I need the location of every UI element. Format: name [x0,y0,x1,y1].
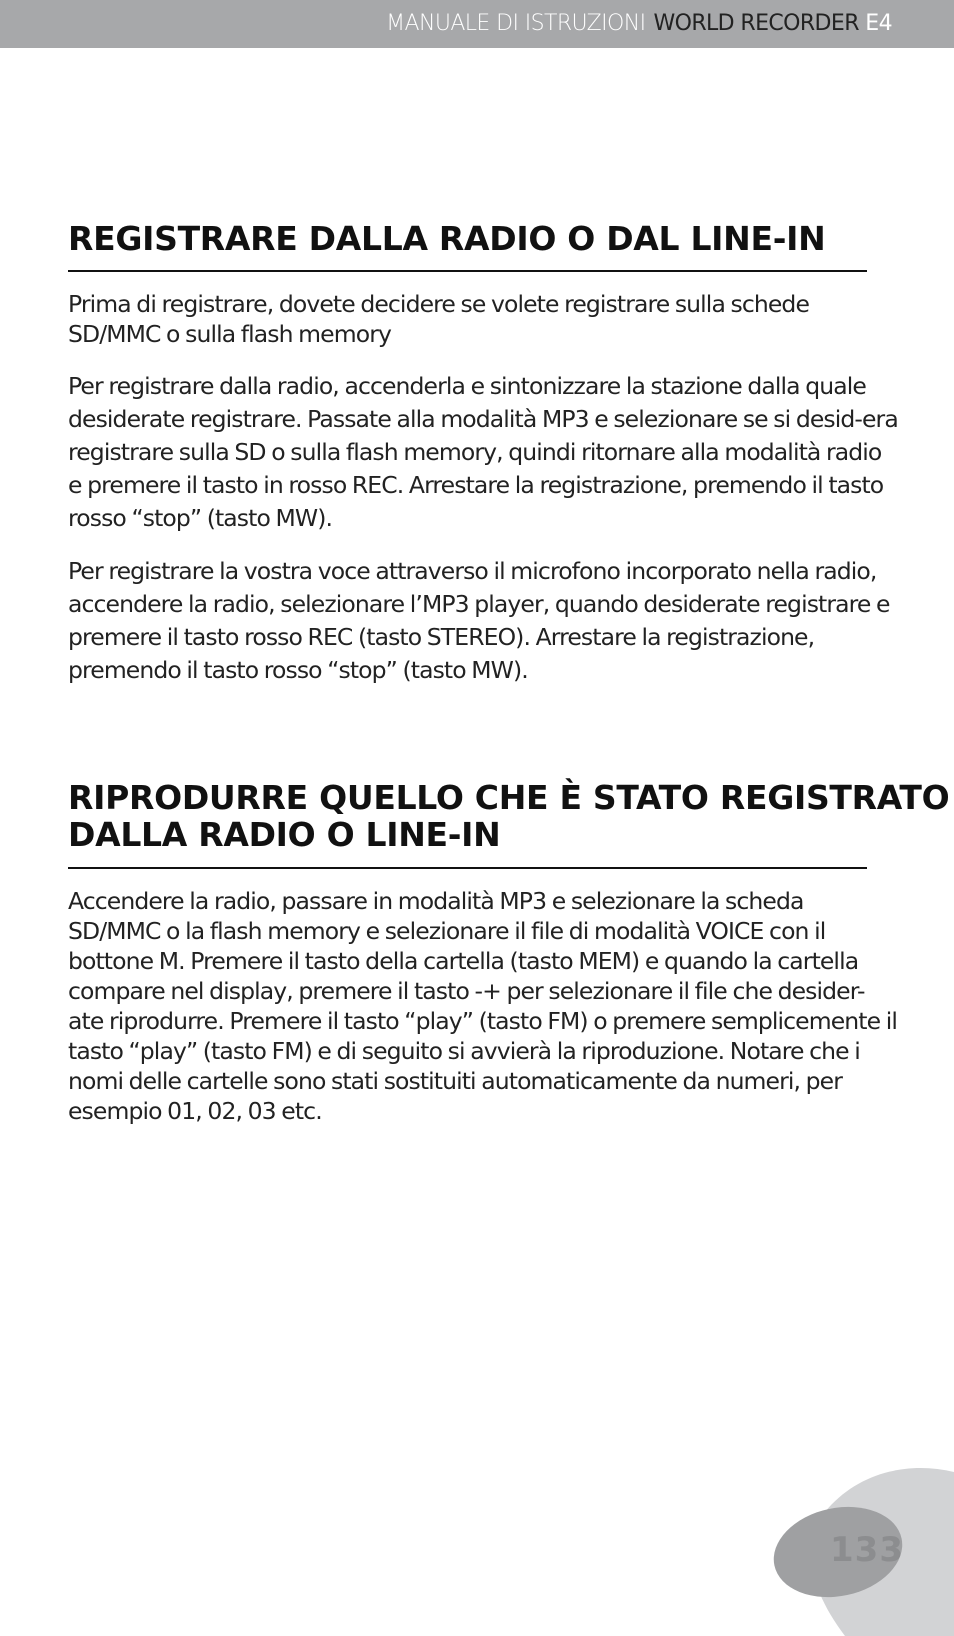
paragraph: Prima di registrare, dovete decidere se volete registrare sulla schede SD/MMC o sulla flash memory [68,290,809,348]
page-number: 133 [830,1530,904,1570]
header-product-label: WORLD RECORDER [653,11,859,36]
section-title-line: RIPRODURRE QUELLO CHE È STATO REGISTRATO [68,778,950,817]
paragraph: Per registrare dalla radio, accenderla e sintonizzare la stazione dalla quale desiderate registrare. Passate alla modalità MP3 e selezionare se si desid-era registrare sulla SD o sulla flash memory, quindi ritornare alla modalità radio e premere il tasto in rosso REC. Arrestare la registrazione, premendo il tasto rosso “stop” (tasto MW). [68,372,898,532]
section-title-line: DALLA RADIO O LINE-IN [68,815,501,854]
header-model-label: E4 [865,11,892,36]
section-title-line: REGISTRARE DALLA RADIO O DAL LINE-IN [68,219,826,258]
header-manual-label: MANUALE DI ISTRUZIONI [386,11,646,36]
paragraph: Accendere la radio, passare in modalità MP3 e selezionare la scheda SD/MMC o la flash memory e selezionare il file di modalità VOICE con il bottone M. Premere il tasto della cartella (tasto MEM) e quando la cartella compare nel display, premere il tasto -+ per selezionare il file che desider-ate riprodurre. Premere il tasto “play” (tasto FM) o premere semplicemente il tasto “play” (tasto FM) e di seguito si avvierà la riproduzione. Notare che i nomi delle cartelle sono stati sostituiti automaticamente da numeri, per esempio 01, 02, 03 etc. [68,887,897,1125]
paragraph: Per registrare la vostra voce attraverso il microfono incorporato nella radio, accendere la radio, selezionare l’MP3 player, quando desiderate registrare e premere il tasto rosso REC (tasto STEREO). Arrestare la registrazione, premendo il tasto rosso “stop” (tasto MW). [68,557,890,684]
